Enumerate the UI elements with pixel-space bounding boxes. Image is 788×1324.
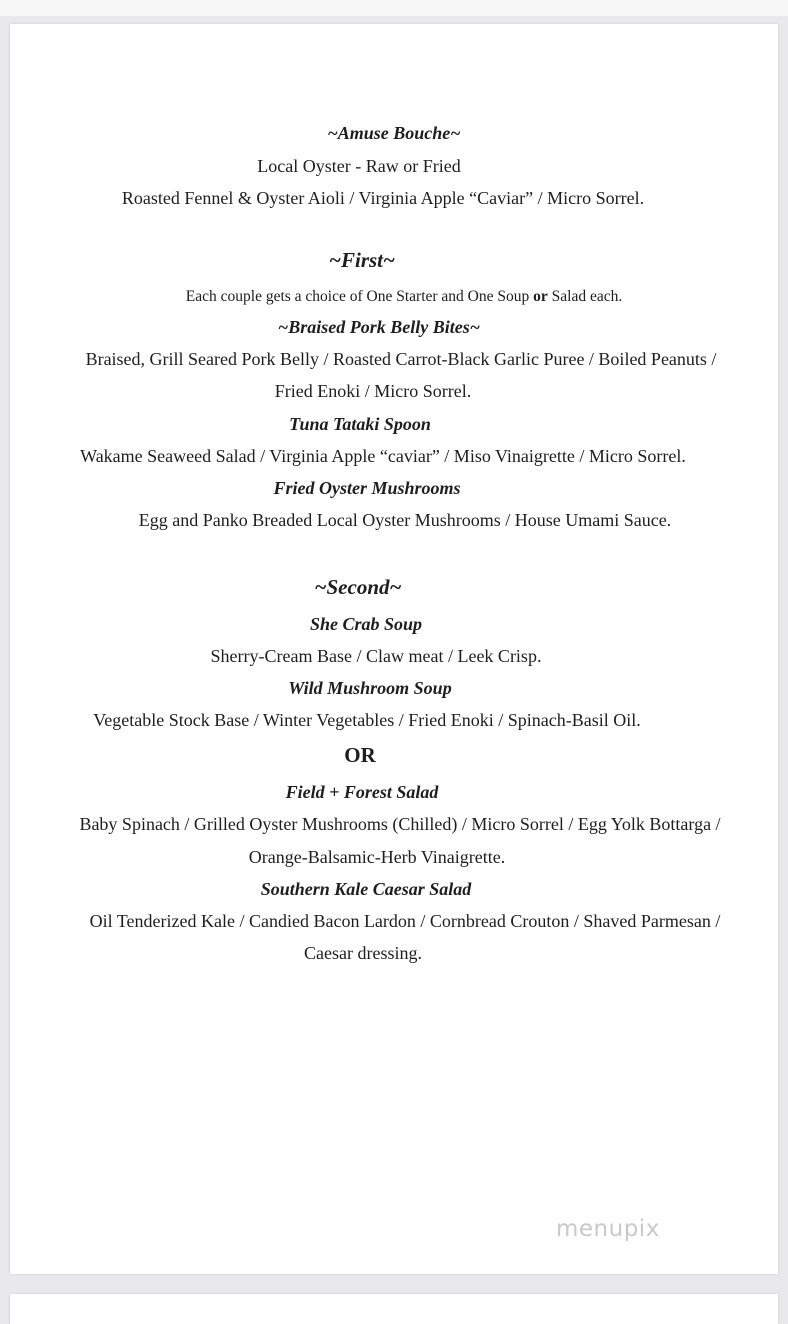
item-description: Braised, Grill Seared Pork Belly / Roasted Carrot-Black Garlic Puree / Boiled Peanuts / [85, 349, 717, 369]
second-course-heading: ~Second~ [314, 575, 402, 599]
item-name: Fried Oyster Mushrooms [273, 478, 461, 498]
item-name: ~Braised Pork Belly Bites~ [277, 317, 480, 337]
first-course-note-end: Salad each. [547, 288, 623, 305]
menupix-watermark: menupix [556, 1216, 660, 1242]
item-name: She Crab Soup [309, 614, 423, 634]
item-name: Wild Mushroom Soup [288, 678, 452, 698]
item-description: Baby Spinach / Grilled Oyster Mushrooms (Chilled) / Micro Sorrel / Egg Yolk Bottarga / [79, 814, 721, 834]
amuse-bouche-item: Local Oyster - Raw or Fried [257, 156, 461, 176]
item-name: Tuna Tataki Spoon [289, 414, 431, 434]
item-description: Oil Tenderized Kale / Candied Bacon Lardon / Cornbread Crouton / Shaved Parmesan / [89, 911, 721, 931]
item-description: Caesar dressing. [304, 943, 422, 963]
amuse-bouche-description: Roasted Fennel & Oyster Aioli / Virginia Apple “Caviar” / Micro Sorrel. [121, 188, 645, 208]
previous-page-edge [0, 0, 788, 16]
item-description: Fried Enoki / Micro Sorrel. [274, 381, 472, 401]
or-divider: OR [344, 743, 376, 767]
item-name: Southern Kale Caesar Salad [260, 879, 472, 899]
item-description: Wakame Seaweed Salad / Virginia Apple “caviar” / Miso Vinaigrette / Micro Sorrel. [80, 446, 686, 466]
next-page-edge [10, 1294, 778, 1324]
item-description: Egg and Panko Breaded Local Oyster Mushrooms / House Umami Sauce. [138, 510, 672, 530]
first-course-note [10, 286, 788, 308]
first-course-note-or: or [533, 288, 548, 305]
item-name: Field + Forest Salad [285, 782, 439, 802]
item-description: Orange-Balsamic-Herb Vinaigrette. [248, 847, 506, 867]
item-description: Sherry-Cream Base / Claw meat / Leek Crisp. [210, 646, 542, 666]
first-course-heading: ~First~ [329, 248, 395, 272]
first-course-note-text: Each couple gets a choice of One Starter and One Soup [185, 288, 534, 305]
item-description: Vegetable Stock Base / Winter Vegetables / Fried Enoki / Spinach-Basil Oil. [93, 710, 641, 730]
amuse-bouche-heading: ~Amuse Bouche~ [327, 123, 461, 143]
